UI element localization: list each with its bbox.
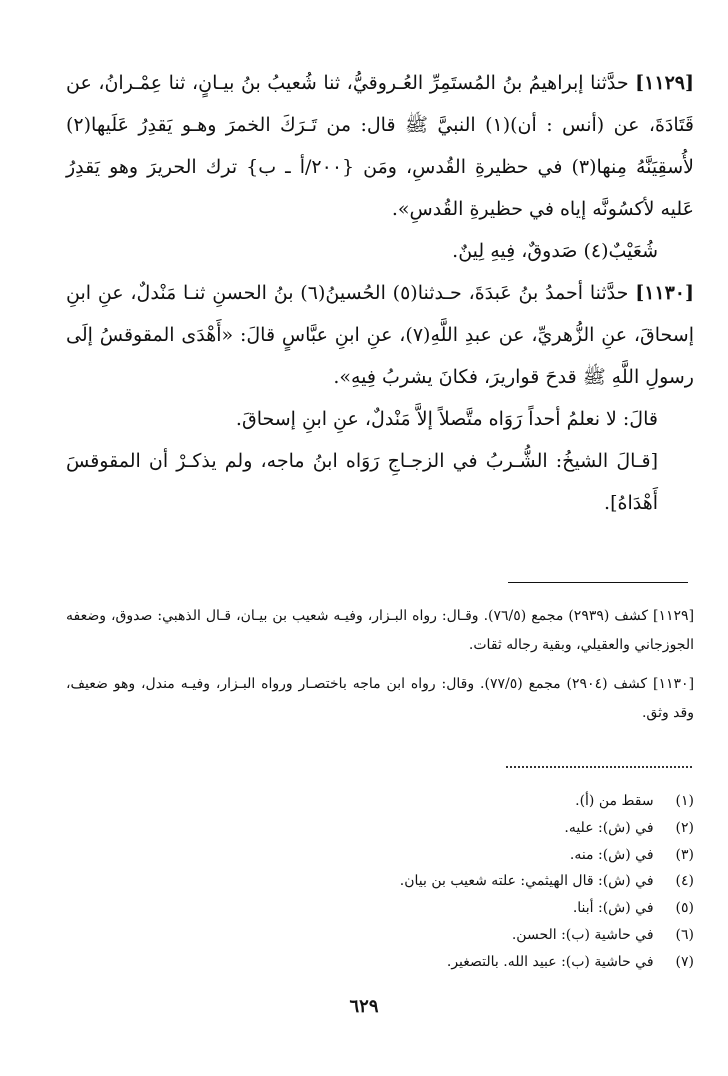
footnote-number: (٦) bbox=[675, 926, 694, 943]
dotted-separator bbox=[506, 766, 692, 768]
hadith-text: حدَّثنا أحمدُ بنُ عَبدَةَ، حـدثنا(٥) الحُسينُ(٦) بنُ الحسنِ ثنـا مَنْدلٌ، عنِ ابنِ إسحاقَ، عنِ الزُّهريِّ، عن عبدِ اللَّهِ(٧)، عنِ ابنِ عبَّاسٍ قالَ: «أَهْدَى المقوقسُ إلَى رسولِ اللَّهِ ﷺ قدحَ قواريرَ، فكانَ يشربُ فِيهِ». bbox=[66, 282, 694, 388]
footnote-text: في حاشية (ب): عبيد الله. بالتصغير. bbox=[446, 953, 654, 970]
footnote bbox=[66, 788, 694, 815]
footnote bbox=[66, 815, 694, 842]
footnote-number: (٧) bbox=[675, 953, 694, 970]
footnote-text: في (ش): أبنا. bbox=[572, 900, 654, 917]
hadith-number: [١١٢٩] bbox=[635, 72, 694, 94]
page-number: ٦٢٩ bbox=[349, 996, 379, 1017]
hadith-1129 bbox=[66, 62, 694, 230]
takhrij-number: [١١٣٠] bbox=[653, 676, 695, 692]
takhrij-text: كشف (٢٩٣٩) مجمع (٧٦/٥). وقـال: رواه البـزار، وفيـه شعيب بن بيـان، قـال الذهبي: صدوق، وضعفه الجوزجاني والعقيلي، وبقية رجاله ثقات. bbox=[66, 608, 694, 653]
footnote bbox=[66, 842, 694, 869]
hadith-text: حدَّثنا إبراهيمُ بنُ المُستَمِرِّ العُـروقيُّ، ثنا شُعيبُ بنُ بيـانٍ، ثنا عِمْـرانُ، عن قَتَادَةَ، عن (أنس : أن)(١) النبيَّ ﷺ قال: من تَـرَكَ الخمرَ وهـو يَقدِرُ عَلَيها(٢) لأُسقِيَنَّهُ مِنها(٣) في حظيرةِ القُدسِ، ومَن {٢٠٠/أ ـ ب} ترك الحريرَ وهو يَقدِرُ عَليه لأكسُونَّه إياه في حظيرةِ القُدسِ». bbox=[66, 72, 694, 220]
hadith-1130 bbox=[66, 272, 694, 398]
footnotes bbox=[66, 788, 694, 976]
footnote bbox=[66, 868, 694, 895]
main-text bbox=[66, 62, 694, 524]
footnote-text: سقط من (أ). bbox=[575, 793, 654, 809]
footnote-number: (٣) bbox=[675, 846, 694, 863]
takhrij-section bbox=[66, 602, 694, 738]
footnote-number: (١) bbox=[675, 793, 694, 809]
footnote bbox=[66, 949, 694, 976]
hadith-comment: قالَ: لا نعلمُ أحداً رَوَاه متَّصلاً إلاَّ مَنْدلٌ، عنِ ابنِ إسحاقَ. bbox=[235, 408, 658, 430]
footnote-text: في (ش): عليه. bbox=[564, 819, 654, 836]
takhrij-item bbox=[66, 670, 694, 728]
footnote-number: (٢) bbox=[675, 819, 694, 836]
takhrij-number: [١١٢٩] bbox=[653, 608, 695, 624]
separator-line bbox=[508, 582, 688, 583]
footnote-text: في حاشية (ب): الحسن. bbox=[511, 926, 654, 943]
footnote-text: في (ش): قال الهيثمي: علته شعيب بن بيان. bbox=[399, 873, 654, 890]
hadith-number: [١١٣٠] bbox=[635, 282, 695, 304]
footnote-number: (٥) bbox=[675, 900, 694, 917]
footnote bbox=[66, 922, 694, 949]
shaykh-note: [قـالَ الشيخُ: الشُّـربُ في الزجـاجِ رَوَاه ابنُ ماجه، ولم يذكـرْ أن المقوقسَ أَهْدَاهُ]. bbox=[66, 450, 658, 514]
takhrij-text: كشف (٢٩٠٤) مجمع (٧٧/٥). وقال: رواه ابن ماجه باختصـار ورواه البـزار، وفيـه مندل، وهو ضعيف، وقد وثق. bbox=[66, 676, 694, 721]
footnote-number: (٤) bbox=[675, 873, 694, 890]
footnote bbox=[66, 895, 694, 922]
hadith-comment: شُعَيْبٌ(٤) صَدوقٌ، فِيهِ لِينٌ. bbox=[452, 240, 658, 262]
takhrij-item bbox=[66, 602, 694, 660]
footnote-text: في (ش): منه. bbox=[569, 846, 654, 863]
